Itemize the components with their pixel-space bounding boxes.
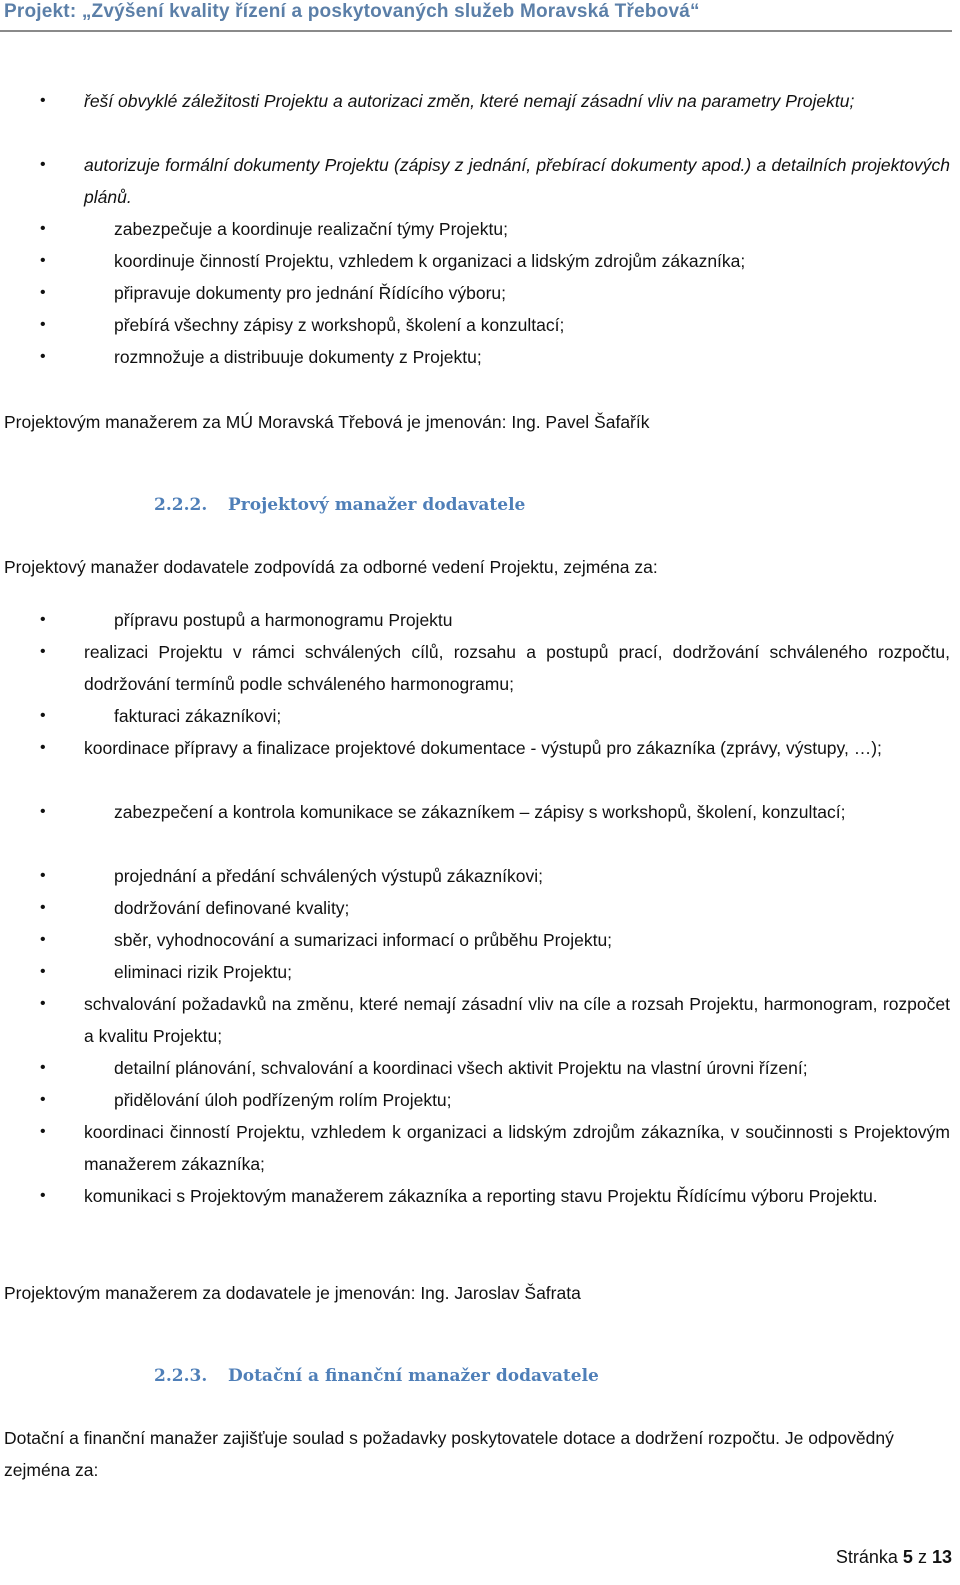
list-item <box>0 636 952 700</box>
list-item-text: komunikaci s Projektovým manažerem zákazníka a reporting stavu Projektu Řídícímu výboru Projektu. <box>84 1186 878 1206</box>
bullet-icon: • <box>40 316 46 333</box>
list-item <box>0 1116 952 1180</box>
list-item <box>0 956 952 988</box>
bullet-icon: • <box>40 1091 46 1108</box>
list-item-text: fakturaci zákazníkovi; <box>114 706 282 726</box>
current-page: 5 <box>902 1547 913 1567</box>
list-item <box>0 988 952 1052</box>
document-title: Projekt: „Zvýšení kvality řízení a poskytovaných služeb Moravská Třebová“ <box>4 1 700 22</box>
list-item-text: rozmnožuje a distribuuje dokumenty z Projektu; <box>114 347 482 367</box>
list-item <box>0 245 952 277</box>
section-heading-2-2-3 <box>154 1364 599 1388</box>
list-item-text: přípravu postupů a harmonogramu Projektu <box>114 610 453 630</box>
bullet-icon: • <box>40 348 46 365</box>
bullet-icon: • <box>40 707 46 724</box>
bullet-icon: • <box>40 284 46 301</box>
list-item-text: detailní plánování, schvalování a koordinaci všech aktivit Projektu na vlastní úrovni řízení; <box>114 1058 808 1078</box>
bullet-icon: • <box>40 611 46 628</box>
page-header <box>0 0 952 32</box>
list-item <box>0 149 952 213</box>
list-item-text: připravuje dokumenty pro jednání Řídícího výboru; <box>114 283 507 303</box>
list-item-text: sběr, vyhodnocování a sumarizaci informací o průběhu Projektu; <box>114 930 613 950</box>
list-item <box>0 85 952 117</box>
list-item <box>0 860 952 892</box>
section-heading-2-2-2 <box>154 493 525 517</box>
list-item-text: přidělování úloh podřízeným rolím Projektu; <box>114 1090 452 1110</box>
bullet-icon: • <box>40 1059 46 1076</box>
list-item-text: autorizuje formální dokumenty Projektu (zápisy z jednání, přebírací dokumenty apod.) a detailních projektových plánů. <box>84 155 950 207</box>
bullet-icon: • <box>40 92 46 109</box>
list-item-text: koordinaci činností Projektu, vzhledem k organizaci a lidským zdrojům zákazníka, v součinnosti s Projektovým manažerem zákazníka; <box>84 1122 950 1174</box>
bullet-icon: • <box>40 899 46 916</box>
list-item-text: přebírá všechny zápisy z workshopů, školení a konzultací; <box>114 315 565 335</box>
bullet-icon: • <box>40 963 46 980</box>
list-item-text: eliminaci rizik Projektu; <box>114 962 292 982</box>
page-number <box>836 1545 952 1569</box>
list-item-text: řeší obvyklé záležitosti Projektu a autorizaci změn, které nemají zásadní vliv na parametry Projektu; <box>84 91 855 111</box>
list-item-text: zabezpečení a kontrola komunikace se zákazníkem – zápisy s workshopů, školení, konzultací; <box>114 802 846 822</box>
list-item <box>0 604 952 636</box>
list-item <box>0 277 952 309</box>
page-of: z <box>917 1547 927 1567</box>
list-item-text: realizaci Projektu v rámci schválených cílů, rozsahu a postupů prací, dodržování schváleného rozpočtu, dodržování termínů podle schváleného harmonogramu; <box>84 642 950 694</box>
section-number: 2.2.2. <box>154 495 208 515</box>
bullet-icon: • <box>40 995 46 1012</box>
section-2-2-3-intro: Dotační a finanční manažer zajišťuje soulad s požadavky poskytovatele dotace a dodržení rozpočtu. Je odpovědný zejména za: <box>4 1428 894 1480</box>
list-item-text: koordinuje činností Projektu, vzhledem k organizaci a lidským zdrojům zákazníka; <box>114 251 746 271</box>
list-item-text: zabezpečuje a koordinuje realizační týmy Projektu; <box>114 219 508 239</box>
list-item <box>0 213 952 245</box>
manager-mu-paragraph: Projektovým manažerem za MÚ Moravská Třebová je jmenován: Ing. Pavel Šafařík <box>4 412 650 432</box>
list-item <box>0 1180 952 1212</box>
bullet-icon: • <box>40 156 46 173</box>
manager-supplier-paragraph: Projektovým manažerem za dodavatele je jmenován: Ing. Jaroslav Šafrata <box>4 1283 581 1303</box>
bullet-icon: • <box>40 931 46 948</box>
list-item-text: koordinace přípravy a finalizace projektové dokumentace - výstupů pro zákazníka (zprávy, výstupy, …); <box>84 738 882 758</box>
list-item <box>0 924 952 956</box>
section-2-2-2-intro: Projektový manažer dodavatele zodpovídá za odborné vedení Projektu, zejména za: <box>4 557 658 577</box>
bullet-icon: • <box>40 739 46 756</box>
list-item <box>0 1052 952 1084</box>
total-pages: 13 <box>931 1547 952 1567</box>
list-item <box>0 892 952 924</box>
bullet-icon: • <box>40 867 46 884</box>
list-item <box>0 1084 952 1116</box>
bullet-icon: • <box>40 1123 46 1140</box>
section-number: 2.2.3. <box>154 1366 208 1386</box>
list-item-text: projednání a předání schválených výstupů zákazníkovi; <box>114 866 544 886</box>
list-item <box>0 309 952 341</box>
list-item <box>0 732 952 764</box>
list-item <box>0 341 952 373</box>
section-title: Projektový manažer dodavatele <box>228 495 526 515</box>
bullet-icon: • <box>40 1187 46 1204</box>
bullet-icon: • <box>40 220 46 237</box>
list-item <box>0 700 952 732</box>
bullet-icon: • <box>40 803 46 820</box>
section-title: Dotační a finanční manažer dodavatele <box>228 1366 599 1386</box>
bullet-icon: • <box>40 643 46 660</box>
page-label: Stránka <box>835 1547 898 1567</box>
list-item-text: schvalování požadavků na změnu, které nemají zásadní vliv na cíle a rozsah Projektu, harmonogram, rozpočet a kvalitu Projektu; <box>84 994 950 1046</box>
list-item <box>0 796 952 828</box>
bullet-icon: • <box>40 252 46 269</box>
list-item-text: dodržování definované kvality; <box>114 898 350 918</box>
